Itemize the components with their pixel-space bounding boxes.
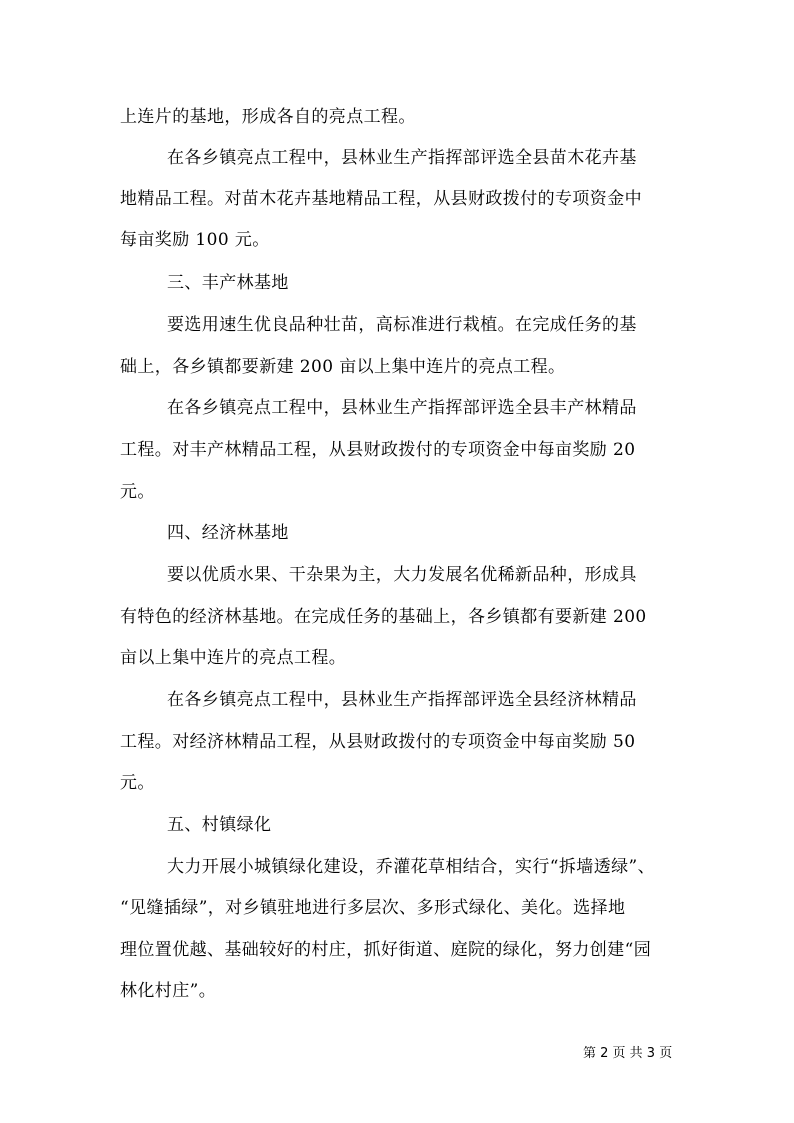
text-line: 工程。对丰产林精品工程，从县财政拨付的专项资金中每亩奖励 20 <box>120 440 636 460</box>
page-number: 第 2 页 共 3 页 <box>583 1046 673 1061</box>
text-line: 林化村庄”。 <box>120 981 217 1001</box>
text-line: 在各乡镇亮点工程中，县林业生产指挥部评选全县苗木花卉基 <box>167 148 637 168</box>
text-line: 理位置优越、基础较好的村庄，抓好街道、庭院的绿化，努力创建“园 <box>120 940 652 960</box>
section-heading: 五、村镇绿化 <box>167 815 272 835</box>
text-line: 工程。对经济林精品工程，从县财政拨付的专项资金中每亩奖励 50 <box>120 732 636 752</box>
text-line: 地精品工程。对苗木花卉基地精品工程，从县财政拨付的专项资金中 <box>120 189 642 209</box>
text-line: 础上，各乡镇都要新建 200 亩以上集中连片的亮点工程。 <box>120 357 566 377</box>
text-line: 元。 <box>120 482 155 502</box>
text-line: 元。 <box>120 773 155 793</box>
text-line: 亩以上集中连片的亮点工程。 <box>120 648 347 668</box>
text-line: 大力开展小城镇绿化建设，乔灌花草相结合，实行“拆墙透绿”、 <box>167 857 655 877</box>
text-line: 在各乡镇亮点工程中，县林业生产指挥部评选全县丰产林精品 <box>167 398 637 418</box>
text-line: 要选用速生优良品种壮苗，高标准进行栽植。在完成任务的基 <box>167 315 637 335</box>
section-heading: 四、经济林基地 <box>167 523 289 543</box>
text-line: 有特色的经济林基地。在完成任务的基础上，各乡镇都有要新建 200 <box>120 607 647 627</box>
text-line: “见缝插绿”，对乡镇驻地进行多层次、多形式绿化、美化。选择地 <box>120 898 626 918</box>
text-line: 在各乡镇亮点工程中，县林业生产指挥部评选全县经济林精品 <box>167 690 637 710</box>
text-line: 每亩奖励 100 元。 <box>120 230 270 250</box>
text-line: 要以优质水果、干杂果为主，大力发展名优稀新品种，形成具 <box>167 565 637 585</box>
text-line: 上连片的基地，形成各自的亮点工程。 <box>120 107 416 127</box>
section-heading: 三、丰产林基地 <box>167 273 289 293</box>
